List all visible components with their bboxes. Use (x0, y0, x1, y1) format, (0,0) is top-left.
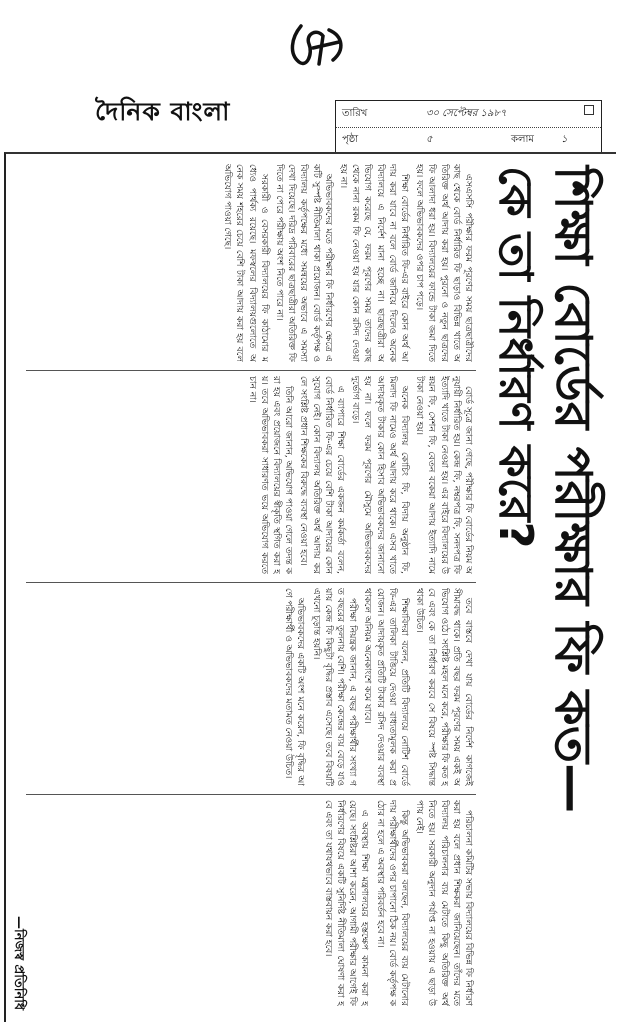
article (6, 156, 612, 1020)
paragraph: শিক্ষা বোর্ডের নির্ধারিত ফি-এর বাইরে কোন অর্থ আদায় করা যাবে না বলে বোর্ড জানিয়ে দিলেও অনেক বিদ্যালয়ে এ নির্দেশ মানা হচ্ছে না। ছাত্রছাত্রীরা অভিযোগ করেছে যে, ফরম পূরণের সময় তাদের কাছ থেকে নানা রকম ফি নেওয়া হয় যার কোন রসিদ দেওয়া হয় না। (337, 164, 409, 362)
column-label: কলাম (511, 134, 534, 145)
paragraph: এ ব্যাপারে শিক্ষা বোর্ডের একজন কর্মকর্তা বলেন, বোর্ড নির্ধারিত ফি-এর চেয়ে বেশি টাকা আদায়ের কোন সুযোগ নেই। কোন বিদ্যালয় অতিরিক্ত অর্থ আদায় করলে সংশ্লিষ্ট প্রধান শিক্ষকের বিরুদ্ধে ব্যবস্থা নেওয়া হবে। (298, 376, 345, 574)
paragraph: এসএসসি পরীক্ষার ফরম পূরণের সময় ছাত্রছাত্রীদের কাছ থেকে বোর্ড নির্ধারিত ফি ছাড়াও বিভিন্ন খাতে অতিরিক্ত অর্থ আদায় করা হয়। পুরনো ও নতুন ছাত্রদের ফি আলাদা ধরা হয়। বিদ্যালয়ের ফান্ডে টাকা জমা দিতে হয়। ফলে অভিভাবকদের ওপর চাপ পড়ে। (414, 164, 473, 362)
article-column-2 (26, 376, 474, 574)
page-value: ৫ (426, 134, 433, 145)
article-column-4 (26, 800, 474, 1006)
handwritten-mark (283, 14, 353, 84)
paragraph: অভিভাবকদের একটি অংশ মনে করেন, ফি বৃদ্ধির আগে পরীক্ষার্থী ও অভিভাবকদের মতামত নেওয়া উচিত। (283, 588, 306, 786)
checkbox-icon (584, 105, 594, 115)
paragraph: এ অবস্থায় শিক্ষা মন্ত্রণালয়ের হস্তক্ষেপ কামনা করা হয়েছে। সংশ্লিষ্টরা আশা করেন, আগামী পরীক্ষার আগেই ফি নির্ধারণের বিষয়ে একটি সুনির্দিষ্ট নীতিমালা ঘোষণা করা হবে এবং তা যথাযথভাবে বাস্তবায়ন করা হবে। (322, 800, 370, 1006)
date-label: তারিখ (342, 108, 368, 119)
article-column-1 (26, 164, 474, 362)
paragraph: পরিচালনা কমিটির সভায় বিদ্যালয়ের বিভিন্ন ফি নির্ধারণ করা হয় বলে প্রধান শিক্ষকরা জানিয়েছেন। তাঁদের মতে বিদ্যালয় পরিচালনার ব্যয় মেটাতে কিছু অতিরিক্ত অর্থ নিতে হয়। সরকারী অনুদান পর্যাপ্ত না হওয়ায় এ ছাড়া উপায় নেই। (414, 800, 473, 1006)
paragraph: অনেক বিদ্যালয় কোচিং ফি, বিদায় অনুষ্ঠান ফি, মিলাদ ফি নামেও অর্থ আদায় করে থাকে। এসব খাতে আদায়কৃত টাকার কোন হিসাব অভিভাবকদের জানানো হয় না। ফলে ফরম পূরণের মৌসুমে অভিভাবকদের দুর্ভোগ বাড়ে। (350, 376, 409, 574)
article-byline: —নিজস্ব প্রতিনিধি (11, 916, 26, 1011)
newspaper-masthead: দৈনিক বাংলা (95, 97, 231, 126)
paragraph: সরকারী ও বেসরকারী বিদ্যালয়ের ফি কাঠামোর মধ্যেও পার্থক্য রয়েছে। মফস্বলের বিদ্যালয়গুলোতে অনেক সময় শহরের চেয়ে বেশি টাকা আদায় করা হয় বলে অভিযোগ পাওয়া গেছে। (222, 164, 269, 362)
article-column-3 (26, 588, 474, 786)
headline-line-2: কে তা নির্ধারণ করে? (489, 166, 543, 549)
paragraph: কিন্তু অভিভাবকরা বলছেন, বিদ্যালয়ের ব্যয় মেটানোর দায় পরীক্ষার্থীদের ওপর চাপানো ঠিক নয়। বোর্ড কর্তৃপক্ষ কঠোর না হলে এ অবস্থার পরিবর্তন হবে না। (374, 800, 409, 1006)
article-headline (488, 166, 602, 1010)
column-divider (26, 370, 476, 371)
paragraph: বোর্ড সূত্রে জানা গেছে, পরীক্ষার ফি বোর্ডের নিয়ম অনুযায়ী নির্ধারিত হয়। কেন্দ্র ফি, নম্বরপত্র ফি, সনদপত্র ফি ইত্যাদি খাতে টাকা নেওয়া হয়। এর বাইরে বিদ্যালয়ের উন্নয়ন ফি, সেশন ফি, বেতন বকেয়া আদায় ইত্যাদি নামে টাকা নেওয়া হয়। (414, 376, 473, 574)
headline-line-1: শিক্ষা বোর্ডের পরীক্ষার ফি কত— (544, 166, 602, 814)
paragraph: অভিভাবকদের মতে পরীক্ষার ফি নির্ধারণের ক্ষেত্রে একটি সুস্পষ্ট নীতিমালা থাকা প্রয়োজন। বোর্ড কর্তৃপক্ষ ও বিদ্যালয় কর্তৃপক্ষের মধ্যে সমন্বয়ের অভাবে এ সমস্যা দেখা দিয়েছে। দরিদ্র পরিবারের ছাত্রছাত্রীরা অতিরিক্ত ফি দিতে না পেরে পরীক্ষায় অংশ নিতে পারে না। (273, 164, 333, 362)
column-value: ১ (561, 134, 568, 145)
date-value: ৩০ সেপ্টেম্বর ১৯৮৭ (426, 108, 507, 119)
column-divider (26, 794, 476, 795)
page-label: পৃষ্ঠা (342, 134, 359, 145)
column-divider (26, 582, 476, 583)
date-stamp (335, 100, 602, 154)
paragraph: তবে বাস্তবে দেখা যায় বোর্ডের নির্দেশ কাগজেই সীমাবদ্ধ থাকে। প্রতি বছর ফরম পূরণের সময় একই অভিযোগ ওঠে। সংশ্লিষ্ট মহল মনে করে, পরীক্ষার ফি কত হবে এবং কে তা নির্ধারণ করবে সে বিষয়ে স্পষ্ট সিদ্ধান্ত থাকা উচিত। (414, 588, 473, 786)
paragraph: পরীক্ষা নিয়ন্ত্রক জানান, এ বছর পরীক্ষার্থীর সংখ্যা গত বছরের তুলনায় বেশি। পরীক্ষা কেন্দ্রের ব্যয় বেড়ে যাওয়ায় কেন্দ্র ফি কিছুটা বৃদ্ধির প্রস্তাব এসেছে। তবে বিষয়টি এখনো চূড়ান্ত হয়নি। (310, 588, 358, 786)
paragraph: শিক্ষাবিদরা বলেন, প্রতিটি বিদ্যালয়ে নোটিশ বোর্ডে ফি-এর তালিকা টাঙিয়ে দেওয়া বাধ্যতামূলক করা প্রয়োজন। আদায়কৃত প্রতিটি টাকার রসিদ দেওয়ার ব্যবস্থা থাকলে অনিয়ম অনেকাংশে কমে যাবে। (362, 588, 409, 786)
paragraph: তিনি আরো জানান, অভিযোগ পাওয়া গেলে তদন্ত করা হয় এবং প্রয়োজনে বিদ্যালয়ের স্বীকৃতি স্থগিত করা হয়। তবে অভিভাবকরা সাধারণত ভয়ে অভিযোগ করতে চান না। (246, 376, 294, 574)
